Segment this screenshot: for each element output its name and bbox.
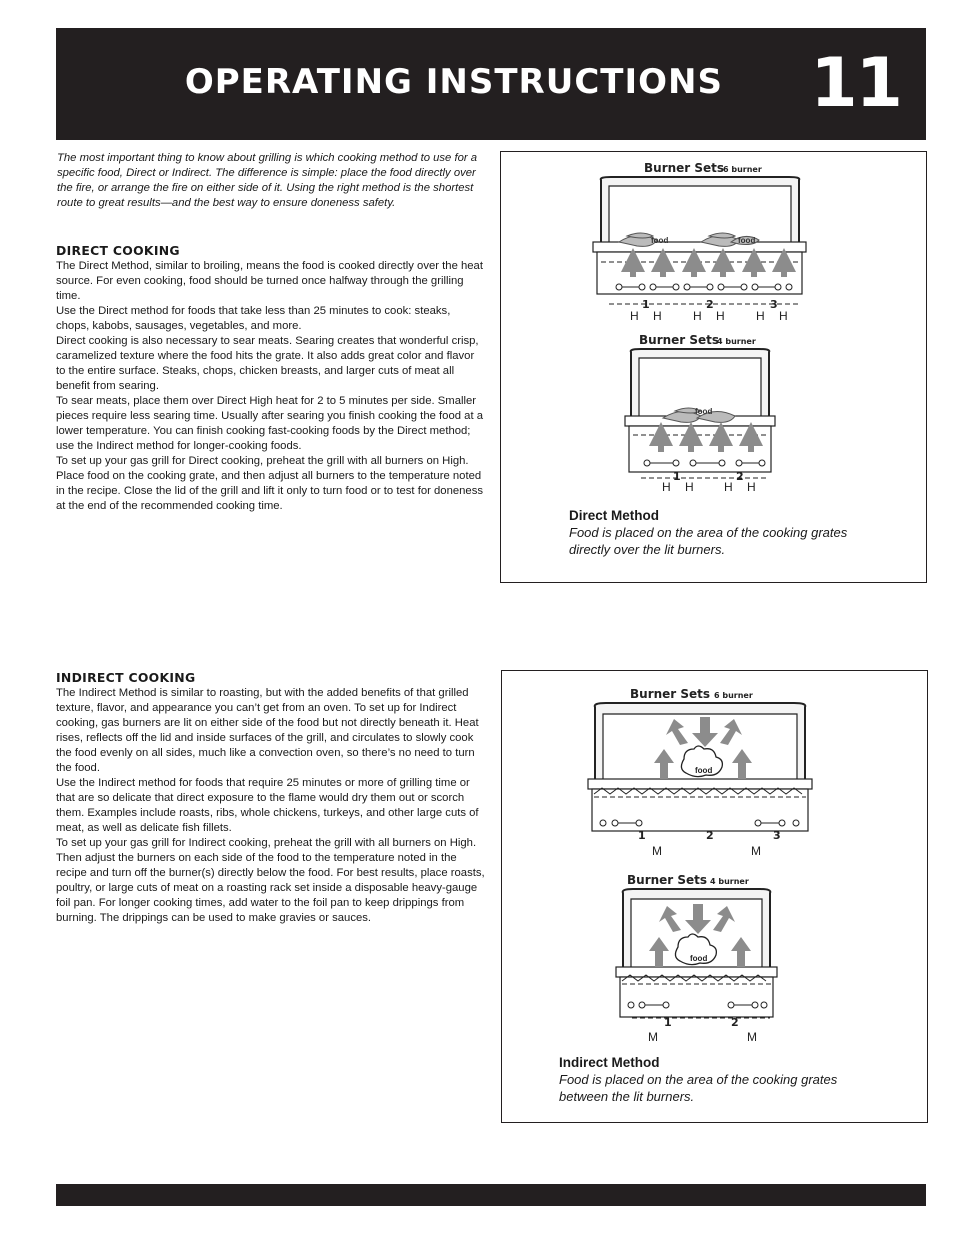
indirect-paragraph: The Indirect Method is similar to roasting, but with the added benefits of that grilled texture, flavor, and appearance you can’t get from an oven. To set up for Indirect cooking, gas burners are lit on either side of the food but not directly beneath it. Heat rises, reflects off the lid and inside surfaces of the grill, and circulates to slowly cook the food evenly on all sides, much like a convection oven, so there’s no need to turn the food. — [56, 687, 479, 774]
burner-number: 1 — [638, 829, 646, 842]
burner-number: 1 — [673, 470, 681, 483]
burner-sets-sub: 6 burner — [714, 691, 753, 700]
burner-sets-label: Burner Sets — [630, 687, 711, 701]
burner-setting: M — [648, 1030, 658, 1044]
footer-band — [56, 1184, 926, 1206]
burner-setting: H — [724, 480, 733, 494]
burner-sets-label: Burner Sets — [644, 161, 725, 175]
burner-number: 1 — [664, 1016, 672, 1029]
burner-setting: M — [747, 1030, 757, 1044]
page-title: OPERATING INSTRUCTIONS — [184, 62, 723, 102]
caption-title: Direct Method — [569, 508, 660, 523]
direct-method-caption — [569, 507, 869, 558]
food-label: food — [651, 236, 669, 245]
food-label: food — [695, 407, 713, 416]
burner-setting: H — [685, 480, 694, 494]
caption-title: Indirect Method — [559, 1055, 660, 1070]
burner-number: 2 — [736, 470, 744, 483]
six-burner-grill-diagram — [593, 161, 806, 323]
burner-number: 2 — [706, 298, 714, 311]
burner-setting: H — [630, 309, 639, 323]
burner-setting: M — [751, 844, 761, 858]
direct-paragraph: The Direct Method, similar to broiling, means the food is cooked directly over the heat source. For even cooking, food should be turned once halfway through the grilling time. — [56, 260, 483, 302]
burner-setting: H — [716, 309, 725, 323]
burner-number: 3 — [770, 298, 778, 311]
burner-sets-label: Burner Sets — [627, 873, 708, 887]
six-burner-grill-diagram — [588, 687, 812, 858]
intro-text: The most important thing to know about grilling is which cooking method to use for a specific food, Direct or Indirect. The difference is simple: place the food directly over the fire, or arrange the fire on either side of it. Using the right method is the shortest route to great results—and the best way to ensure doneness safety. — [57, 152, 478, 209]
burner-sets-sub: 4 burner — [710, 877, 749, 886]
header-band — [56, 28, 926, 140]
food-label: food — [695, 766, 713, 775]
four-burner-grill-diagram — [616, 873, 777, 1044]
burner-number: 2 — [706, 829, 714, 842]
food-label: food — [738, 236, 756, 245]
indirect-cooking-heading: INDIRECT COOKING — [56, 670, 196, 685]
direct-cooking-section — [56, 243, 486, 514]
burner-setting: H — [756, 309, 765, 323]
indirect-paragraph: To set up your gas grill for Indirect cooking, preheat the grill with all burners on High. Then adjust the burners on each side of the food to the temperature noted in the recipe and turn off the burner(s) directly below the food. For best results, place roasts, poultry, or large cuts of meat on a roasting rack set inside a disposable heavy-gauge foil pan. For longer cooking times, add water to the foil pan to keep drippings from burning. The drippings can be used to make gravies or sauces. — [56, 837, 485, 924]
burner-number: 3 — [773, 829, 781, 842]
burner-setting: H — [779, 309, 788, 323]
direct-cooking-heading: DIRECT COOKING — [56, 243, 180, 258]
burner-sets-label: Burner Sets — [639, 333, 720, 347]
direct-method-figure — [500, 151, 927, 583]
burner-setting: M — [652, 844, 662, 858]
page-number: 11 — [810, 44, 901, 123]
direct-paragraph: To set up your gas grill for Direct cooking, preheat the grill with all burners on High. Place food on the cooking grate, and then adjust all burners to the temperature noted in the recipe. Close the lid of the grill and lift it only to turn food or to test for doneness at the end of the recommended cooking time. — [56, 455, 484, 512]
caption-body: Food is placed on the area of the cooking grates directly over the lit burners. — [569, 525, 848, 557]
indirect-method-figure — [501, 670, 928, 1123]
indirect-cooking-section — [56, 670, 486, 926]
burner-setting: H — [653, 309, 662, 323]
burner-number: 2 — [731, 1016, 739, 1029]
burner-setting: H — [693, 309, 702, 323]
caption-body: Food is placed on the area of the cooking grates between the lit burners. — [559, 1072, 838, 1104]
food-label: food — [690, 954, 708, 963]
burner-number: 1 — [642, 298, 650, 311]
direct-paragraph: To sear meats, place them over Direct High heat for 2 to 5 minutes per side. Smaller pieces require less searing time. Usually after searing you finish cooking the food at a lower temperature. You can finish cooking fast-cooking foods by the Direct method; use the Indirect method for longer-cooking foods. — [56, 395, 483, 452]
four-burner-grill-diagram — [625, 333, 775, 494]
burner-sets-sub: 6 burner — [723, 165, 762, 174]
direct-paragraph: Use the Direct method for foods that take less than 25 minutes to cook: steaks, chops, kabobs, sausages, vegetables, and more. — [56, 305, 451, 332]
burner-setting: H — [747, 480, 756, 494]
direct-paragraph: Direct cooking is also necessary to sear meats. Searing creates that wonderful crisp, caramelized texture where the food hits the grate. It also adds great color and flavor to the entire surface. Steaks, chops, chicken breasts, and larger cuts of meat all benefit from searing. — [56, 335, 479, 392]
indirect-method-caption — [559, 1054, 859, 1105]
burner-sets-sub: 4 burner — [717, 337, 756, 346]
burner-setting: H — [662, 480, 671, 494]
indirect-paragraph: Use the Indirect method for foods that require 25 minutes or more of grilling time or that are so delicate that direct exposure to the flame would dry them out or scorch them. Examples include roasts, ribs, whole chickens, turkeys, and other large cuts of meat, as well as delicate fish fillets. — [56, 777, 479, 834]
